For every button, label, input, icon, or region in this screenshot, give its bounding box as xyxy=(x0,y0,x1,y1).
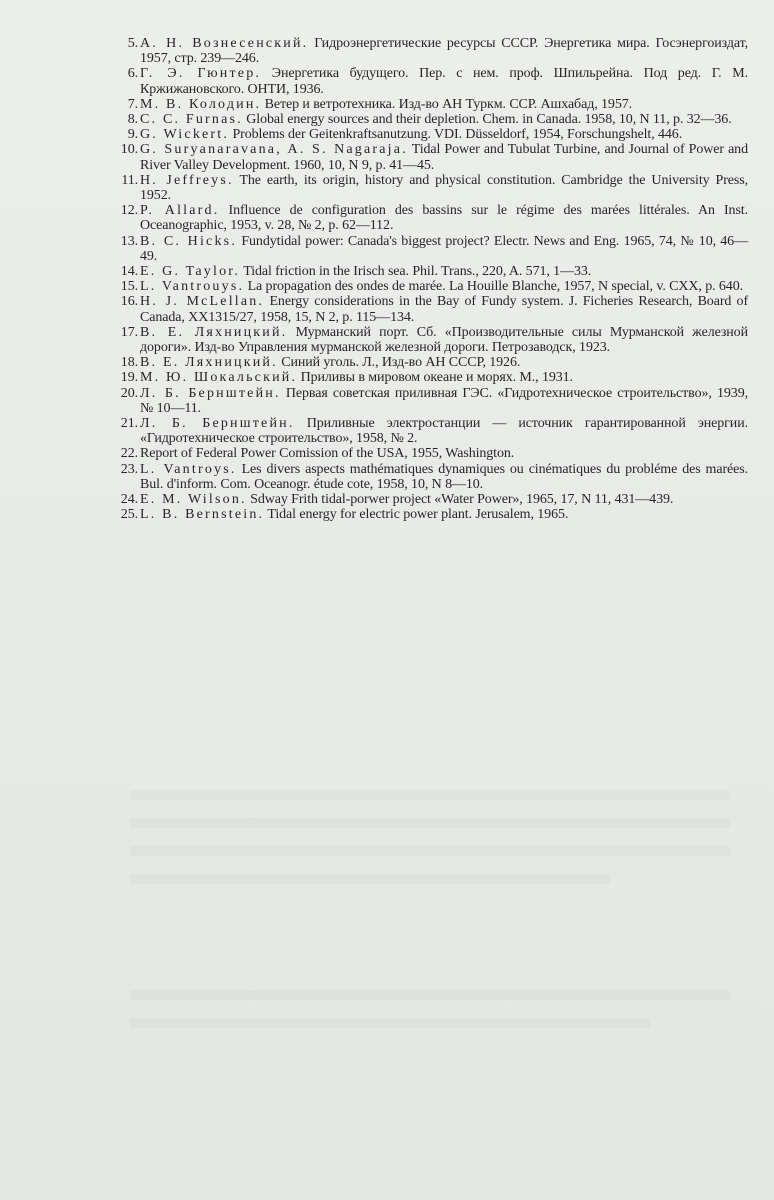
reference-author: L. Vantrouys. xyxy=(140,279,245,295)
reference-text: Ветер и ветротехника. Изд-во АН Туркм. ССР. Ашхабад, 1957. xyxy=(264,96,633,112)
reference-author: G. Wickert. xyxy=(140,127,230,143)
reference-number: 19. xyxy=(120,370,138,386)
reference-entry xyxy=(118,446,748,461)
reference-text: Tidal friction in the Irisch sea. Phil. Trans., 220, A. 571, 1—33. xyxy=(243,264,592,280)
reference-text: Первая советская приливная ГЭС. «Гидротехническое строительство», 1939, № 10—11. xyxy=(140,385,748,416)
reference-text: Энергетика будущего. Пер. с нем. проф. Шпильрейна. Под ред. Г. М. Кржижановского. ОНТИ, 1936. xyxy=(140,66,748,97)
reference-text: Energy considerations in the Bay of Fundy system. J. Ficheries Research, Board of Canada, XX1315/27, 1958, 15, N 2, p. 115—134. xyxy=(140,294,749,325)
reference-text: Мурманский порт. Сб. «Производительные силы Мурманской железной дороги». Изд-во Управления мурманской железной дороги. Петрозаводск, 1923. xyxy=(140,324,748,356)
reference-author: Л. Б. Бернштейн. xyxy=(140,385,281,401)
reference-author: E. M. Wilson. xyxy=(140,492,247,508)
show-through-mark xyxy=(130,818,730,828)
reference-number: 24. xyxy=(120,492,138,508)
reference-entry xyxy=(118,416,748,446)
reference-author: P. Allard. xyxy=(140,203,220,219)
reference-entry xyxy=(118,36,748,66)
reference-number: 16. xyxy=(120,294,138,310)
reference-author: М. Ю. Шокальский. xyxy=(140,370,298,386)
reference-entry xyxy=(118,279,748,294)
reference-text: Influence de configuration des bassins sur le régime des marées littérales. An Inst. Oceanographic, 1953, v. 28, № 2, p. 62—112. xyxy=(140,203,748,234)
reference-author: Г. Э. Гюнтер. xyxy=(140,66,262,82)
reference-entry xyxy=(118,264,748,279)
reference-author: В. Е. Ляхницкий. xyxy=(140,355,278,371)
reference-number: 8. xyxy=(127,112,138,128)
reference-author: C. C. Furnas. xyxy=(140,112,243,128)
reference-text: Report of Federal Power Comission of the USA, 1955, Washington. xyxy=(140,446,515,462)
reference-number: 5. xyxy=(127,36,138,51)
reference-number: 7. xyxy=(127,96,138,112)
reference-entry xyxy=(118,203,748,233)
reference-text: La propagation des ondes de marée. La Houille Blanche, 1957, N special, v. CXX, p. 640. xyxy=(247,279,744,295)
reference-number: 20. xyxy=(120,385,138,401)
reference-author: E. G. Taylor. xyxy=(140,264,241,280)
reference-text: Global energy sources and their depletion. Chem. in Canada. 1958, 10, N 11, p. 32—36. xyxy=(246,112,732,128)
reference-entry xyxy=(118,492,748,507)
reference-list xyxy=(118,36,748,523)
reference-number: 12. xyxy=(120,203,138,219)
reference-author: Л. Б. Бернштейн. xyxy=(140,416,295,432)
reference-number: 21. xyxy=(120,416,138,432)
reference-text: Tidal energy for electric power plant. Jerusalem, 1965. xyxy=(267,507,569,523)
reference-number: 23. xyxy=(120,461,138,477)
reference-number: 14. xyxy=(120,264,138,280)
reference-number: 13. xyxy=(120,233,138,249)
reference-entry xyxy=(118,234,748,264)
reference-number: 10. xyxy=(120,142,138,158)
reference-number: 17. xyxy=(120,324,138,340)
reference-entry xyxy=(118,355,748,370)
reference-number: 9. xyxy=(127,127,138,143)
show-through-mark xyxy=(130,990,730,1000)
show-through-mark xyxy=(130,1018,650,1028)
reference-text: Sdway Frith tidal-porwer project «Water Power», 1965, 17, N 11, 431—439. xyxy=(250,492,674,508)
reference-entry xyxy=(118,97,748,112)
reference-entry xyxy=(118,127,748,142)
reference-author: М. В. Колодин. xyxy=(140,96,262,112)
show-through-mark xyxy=(130,790,730,800)
reference-text: Приливные электростанции — источник гарантированной энергии. «Гидротехническое строительство», 1958, № 2. xyxy=(140,416,748,447)
reference-number: 11. xyxy=(121,172,138,188)
reference-entry xyxy=(118,507,748,522)
reference-author: B. C. Hicks. xyxy=(140,233,238,249)
reference-author: H. Jeffreys. xyxy=(140,172,234,188)
reference-entry xyxy=(118,386,748,416)
reference-number: 18. xyxy=(120,355,138,371)
reference-entry xyxy=(118,462,748,492)
reference-entry xyxy=(118,66,748,96)
reference-text: Les divers aspects mathématiques dynamiques ou cinématiques du probléme des marées. Bul. d'inform. Com. Oceanogr. étude cote, 1958, 10, N 8—10. xyxy=(140,461,749,492)
reference-author: G. Suryanaravana, A. S. Nagaraja. xyxy=(140,142,408,158)
reference-author: L. B. Bernstein. xyxy=(140,507,265,523)
reference-text: Problems der Geitenkraftsanutzung. VDI. Düsseldorf, 1954, Forschungshelt, 446. xyxy=(232,127,683,143)
show-through-mark xyxy=(130,874,610,884)
reference-entry xyxy=(118,112,748,127)
reference-author: В. Е. Ляхницкий. xyxy=(140,324,288,340)
reference-entry xyxy=(118,370,748,385)
reference-text: Fundytidal power: Canada's biggest project? Electr. News and Eng. 1965, 74, № 10, 46—49. xyxy=(140,233,748,264)
reference-entry xyxy=(118,294,748,324)
show-through-mark xyxy=(130,846,730,856)
reference-entry xyxy=(118,142,748,172)
reference-author: А. Н. Вознесенский. xyxy=(140,36,309,51)
reference-author: L. Vantroys. xyxy=(140,461,237,477)
reference-text: Приливы в мировом океане и морях. М., 1931. xyxy=(300,370,573,386)
reference-text: Tidal Power and Tubulat Turbine, and Journal of Power and River Valley Development. 1960, 10, N 9, p. 41—45. xyxy=(140,142,748,173)
reference-entry xyxy=(118,173,748,203)
reference-text: Гидроэнергетические ресурсы СССР. Энергетика мира. Госэнергоиздат, 1957, стр. 239—246. xyxy=(140,36,748,67)
reference-text: Синий уголь. Л., Изд-во АН СССР, 1926. xyxy=(281,355,521,371)
reference-number: 25. xyxy=(120,507,138,523)
reference-number: 6. xyxy=(127,66,138,82)
reference-entry xyxy=(118,325,748,355)
reference-text: The earth, its origin, history and physical constitution. Cambridge the University Press, 1952. xyxy=(140,172,748,204)
reference-number: 15. xyxy=(120,279,138,295)
reference-author: H. J. McLellan. xyxy=(140,294,265,310)
reference-number: 22. xyxy=(120,446,138,462)
